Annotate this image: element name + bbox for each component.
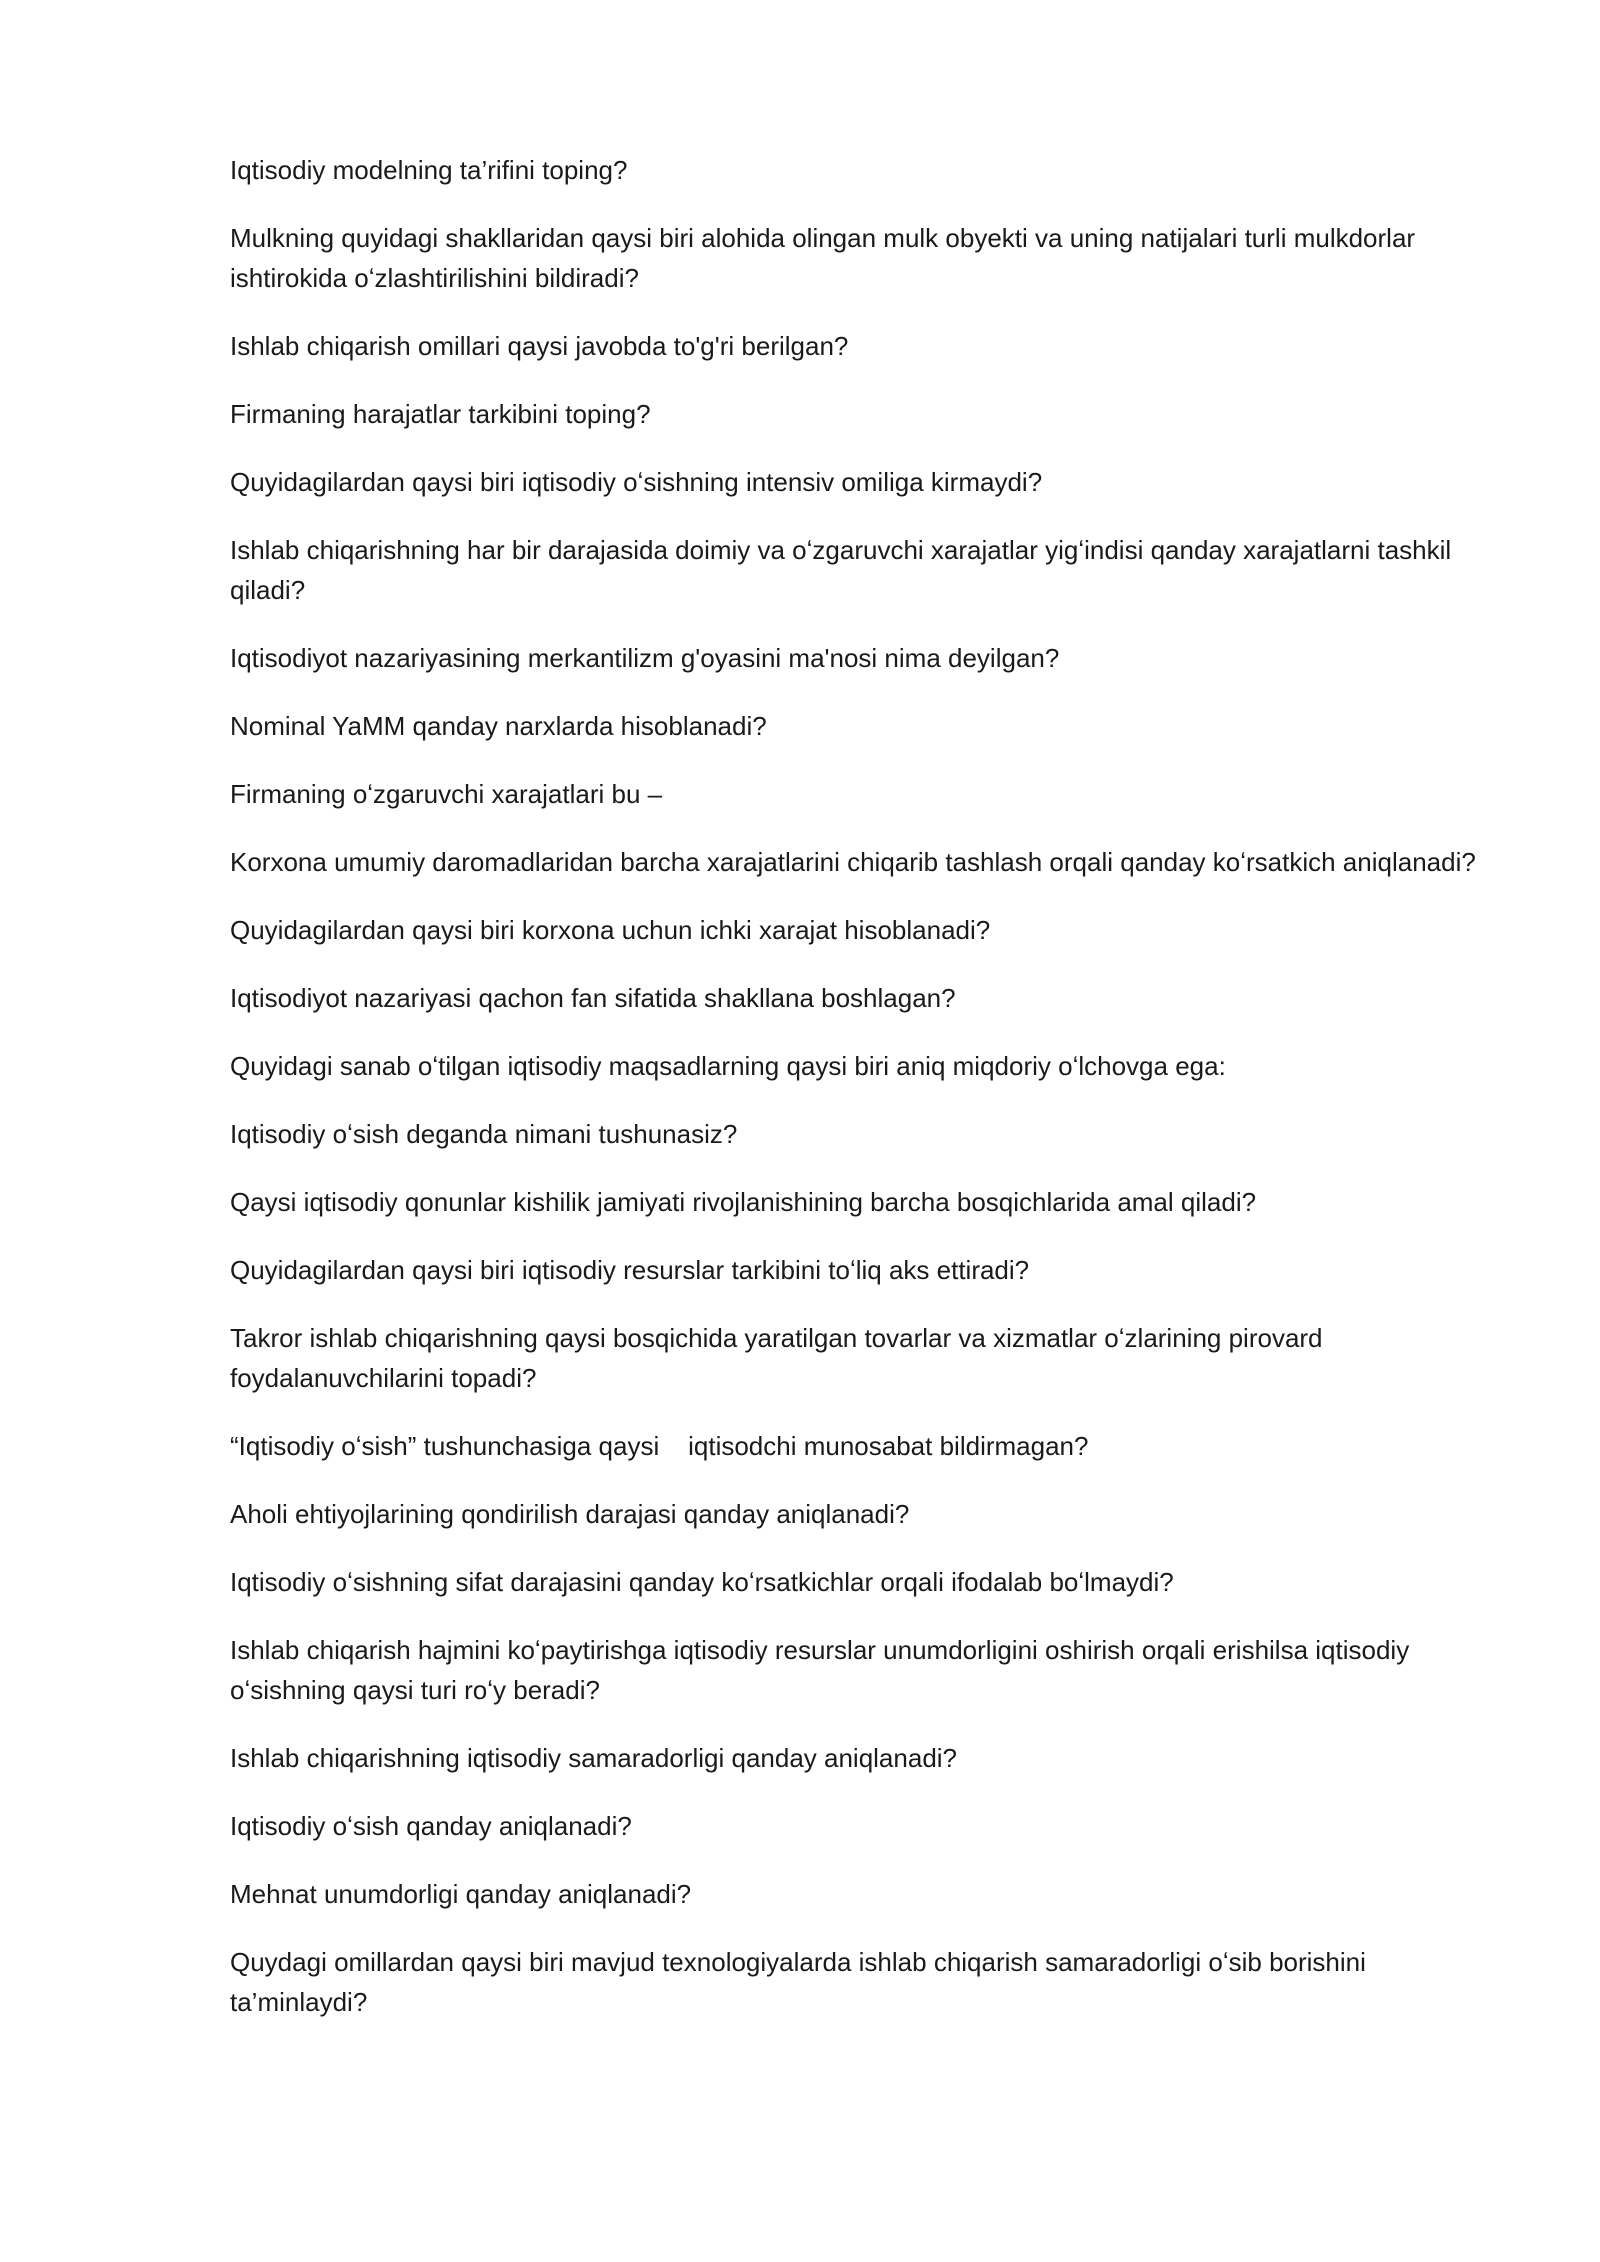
question-item: Takror ishlab chiqarishning qaysi bosqichida yaratilgan tovarlar va xizmatlar oʻzlarining pirovard foydalanuvchilarini topadi?: [230, 1323, 1330, 1393]
question-item: Quyidagilardan qaysi biri iqtisodiy resurslar tarkibini toʻliq aks ettiradi?: [230, 1255, 1030, 1285]
question-item: Iqtisodiy oʻsish qanday aniqlanadi?: [230, 1811, 632, 1841]
question-item: Quyidagilardan qaysi biri iqtisodiy oʻsishning intensiv omiliga kirmaydi?: [230, 467, 1043, 497]
question-item: “Iqtisodiy oʻsish” tushunchasiga qaysi iqtisodchi munosabat bildirmagan?: [230, 1431, 1089, 1461]
question-item: Aholi ehtiyojlarining qondirilish darajasi qanday aniqlanadi?: [230, 1499, 910, 1529]
question-item: Ishlab chiqarish omillari qaysi javobda to'g'ri berilgan?: [230, 331, 849, 361]
question-item: Iqtisodiy modelning ta’rifini toping?: [230, 155, 628, 185]
question-item: Iqtisodiyot nazariyasining merkantilizm g'oyasini ma'nosi nima deyilgan?: [230, 643, 1060, 673]
question-item: Quyidagi sanab oʻtilgan iqtisodiy maqsadlarning qaysi biri aniq miqdoriy oʻlchovga ega:: [230, 1051, 1226, 1081]
question-item: Mulkning quyidagi shakllaridan qaysi biri alohida olingan mulk obyekti va uning natijalari turli mulkdorlar ishtirokida oʻzlashtirilishini bildiradi?: [230, 223, 1423, 293]
question-item: Korxona umumiy daromadlaridan barcha xarajatlarini chiqarib tashlash orqali qanday koʻrsatkich aniqlanadi?: [230, 847, 1476, 877]
question-item: Iqtisodiyot nazariyasi qachon fan sifatida shakllana boshlagan?: [230, 983, 956, 1013]
question-item: Ishlab chiqarishning har bir darajasida doimiy va oʻzgaruvchi xarajatlar yigʻindisi qanday xarajatlarni tashkil qiladi?: [230, 535, 1459, 605]
question-item: Iqtisodiy oʻsish deganda nimani tushunasiz?: [230, 1119, 738, 1149]
question-item: Iqtisodiy oʻsishning sifat darajasini qanday koʻrsatkichlar orqali ifodalab boʻlmaydi?: [230, 1567, 1174, 1597]
question-item: Nominal YaMM qanday narxlarda hisoblanadi?: [230, 711, 767, 741]
question-list: [230, 150, 1500, 2050]
question-item: Ishlab chiqarishning iqtisodiy samaradorligi qanday aniqlanadi?: [230, 1743, 958, 1773]
question-item: Quydagi omillardan qaysi biri mavjud texnologiyalarda ishlab chiqarish samaradorligi oʻsib borishini ta’minlaydi?: [230, 1947, 1374, 2017]
question-item: Quyidagilardan qaysi biri korxona uchun ichki xarajat hisoblanadi?: [230, 915, 991, 945]
question-item: Ishlab chiqarish hajmini koʻpaytirishga iqtisodiy resurslar unumdorligini oshirish orqali erishilsa iqtisodiy oʻsishning qaysi turi roʻy beradi?: [230, 1635, 1417, 1705]
question-item: Firmaning oʻzgaruvchi xarajatlari bu –: [230, 779, 663, 809]
question-item: Firmaning harajatlar tarkibini toping?: [230, 399, 651, 429]
question-item: Mehnat unumdorligi qanday aniqlanadi?: [230, 1879, 692, 1909]
question-item: Qaysi iqtisodiy qonunlar kishilik jamiyati rivojlanishining barcha bosqichlarida amal qiladi?: [230, 1187, 1257, 1217]
